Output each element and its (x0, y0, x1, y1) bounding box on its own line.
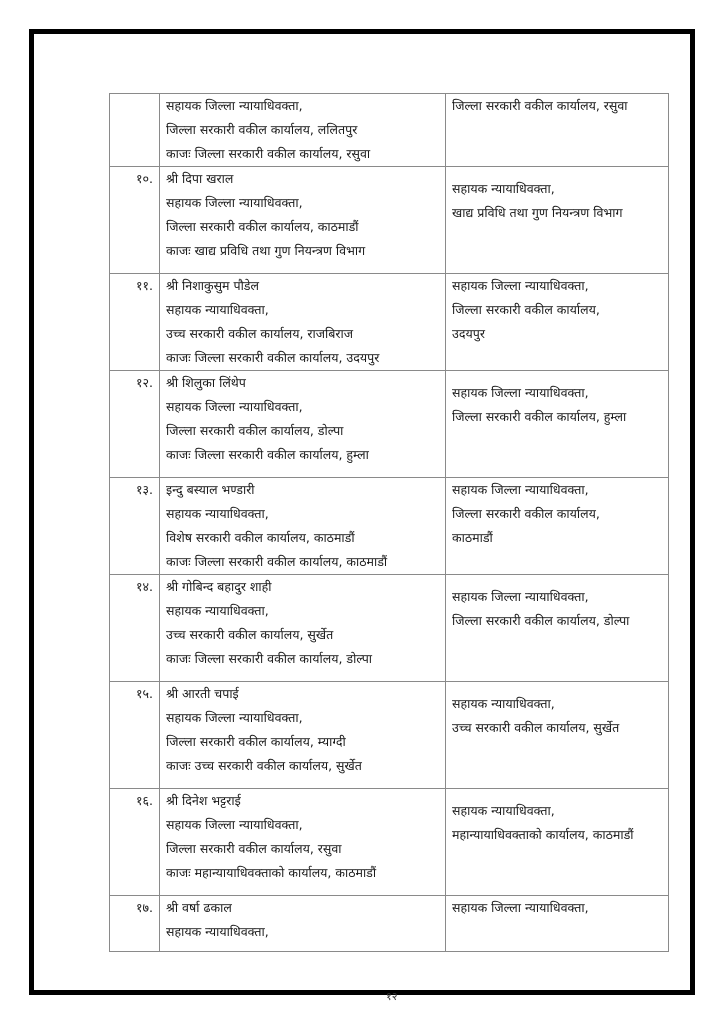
new-position-cell (446, 274, 669, 371)
cell-line: सहायक न्यायाधिवक्ता, (166, 603, 269, 618)
cell-line: खाद्य प्रविधि तथा गुण नियन्त्रण विभाग (452, 205, 623, 220)
table-row (110, 371, 669, 478)
cell-line: सहायक जिल्ला न्यायाधिवक्ता, (166, 710, 303, 725)
person-name: श्री शिलुका लिंथेप (166, 375, 246, 390)
cell-line: सहायक जिल्ला न्यायाधिवक्ता, (452, 482, 589, 497)
cell-line: सहायक न्यायाधिवक्ता, (166, 506, 269, 521)
table-row (110, 274, 669, 371)
current-position-cell (160, 94, 446, 167)
current-position-cell (160, 682, 446, 789)
cell-line: सहायक न्यायाधिवक्ता, (452, 696, 555, 711)
table-row (110, 575, 669, 682)
cell-line: जिल्ला सरकारी वकील कार्यालय, काठमाडौं (166, 219, 359, 234)
cell-line: काजः जिल्ला सरकारी वकील कार्यालय, हुम्ला (166, 447, 369, 462)
cell-line: विशेष सरकारी वकील कार्यालय, काठमाडौं (166, 530, 355, 545)
cell-line: काजः जिल्ला सरकारी वकील कार्यालय, डोल्पा (166, 651, 373, 666)
cell-line: जिल्ला सरकारी वकील कार्यालय, (452, 302, 600, 317)
cell-line: काठमाडौं (452, 530, 493, 545)
cell-line: सहायक जिल्ला न्यायाधिवक्ता, (166, 195, 303, 210)
new-position-cell (446, 896, 669, 952)
cell-line: जिल्ला सरकारी वकील कार्यालय, हुम्ला (452, 409, 627, 424)
serial-number: १३. (110, 478, 160, 575)
current-position-cell (160, 789, 446, 896)
table-row (110, 167, 669, 274)
transfer-table (109, 93, 669, 952)
current-position-cell (160, 896, 446, 952)
current-position-cell (160, 575, 446, 682)
new-position-cell (446, 682, 669, 789)
cell-line: सहायक न्यायाधिवक्ता, (166, 302, 269, 317)
current-position-cell (160, 371, 446, 478)
page-number: १२ (386, 990, 398, 1003)
cell-line: काजः जिल्ला सरकारी वकील कार्यालय, रसुवा (166, 146, 371, 161)
serial-number (110, 94, 160, 167)
current-position-cell (160, 167, 446, 274)
serial-number: १२. (110, 371, 160, 478)
serial-number: १५. (110, 682, 160, 789)
table-row (110, 94, 669, 167)
cell-line: सहायक जिल्ला न्यायाधिवक्ता, (166, 399, 303, 414)
cell-line: जिल्ला सरकारी वकील कार्यालय, रसुवा (452, 98, 628, 113)
new-position-cell (446, 575, 669, 682)
current-position-cell (160, 478, 446, 575)
person-name: श्री गोबिन्द बहादुर शाही (166, 579, 272, 594)
cell-line: काजः जिल्ला सरकारी वकील कार्यालय, उदयपुर (166, 350, 380, 365)
cell-line: उच्च सरकारी वकील कार्यालय, सुर्खेत (166, 627, 334, 642)
table-row (110, 896, 669, 952)
cell-line: सहायक न्यायाधिवक्ता, (452, 803, 555, 818)
serial-number: १७. (110, 896, 160, 952)
cell-line: काजः महान्यायाधिवक्ताको कार्यालय, काठमाडौं (166, 865, 377, 880)
new-position-cell (446, 167, 669, 274)
cell-line: सहायक जिल्ला न्यायाधिवक्ता, (452, 278, 589, 293)
cell-line: जिल्ला सरकारी वकील कार्यालय, डोल्पा (166, 423, 344, 438)
cell-line: काजः खाद्य प्रविधि तथा गुण नियन्त्रण विभाग (166, 243, 366, 258)
cell-line: जिल्ला सरकारी वकील कार्यालय, (452, 506, 600, 521)
table-row (110, 682, 669, 789)
person-name: श्री दिपा खराल (166, 171, 234, 186)
cell-line: सहायक जिल्ला न्यायाधिवक्ता, (452, 900, 589, 915)
person-name: श्री आरती चपाई (166, 686, 239, 701)
cell-line: महान्यायाधिवक्ताको कार्यालय, काठमाडौं (452, 827, 634, 842)
cell-line: जिल्ला सरकारी वकील कार्यालय, रसुवा (166, 841, 342, 856)
cell-line: सहायक न्यायाधिवक्ता, (452, 181, 555, 196)
new-position-cell (446, 789, 669, 896)
cell-line: उच्च सरकारी वकील कार्यालय, सुर्खेत (452, 720, 620, 735)
cell-line: सहायक जिल्ला न्यायाधिवक्ता, (452, 385, 589, 400)
person-name: श्री दिनेश भट्टराई (166, 793, 241, 808)
cell-line: उदयपुर (452, 326, 485, 341)
new-position-cell (446, 94, 669, 167)
serial-number: १४. (110, 575, 160, 682)
cell-line: सहायक जिल्ला न्यायाधिवक्ता, (166, 817, 303, 832)
cell-line: उच्च सरकारी वकील कार्यालय, राजबिराज (166, 326, 354, 341)
person-name: इन्दु बस्याल भण्डारी (166, 482, 255, 497)
table-row (110, 789, 669, 896)
person-name: श्री निशाकुसुम पौडेल (166, 278, 259, 293)
serial-number: ११. (110, 274, 160, 371)
cell-line: सहायक न्यायाधिवक्ता, (166, 924, 269, 939)
new-position-cell (446, 478, 669, 575)
cell-line: जिल्ला सरकारी वकील कार्यालय, ललितपुर (166, 122, 358, 137)
cell-line: सहायक जिल्ला न्यायाधिवक्ता, (452, 589, 589, 604)
cell-line: जिल्ला सरकारी वकील कार्यालय, म्याग्दी (166, 734, 346, 749)
current-position-cell (160, 274, 446, 371)
cell-line: जिल्ला सरकारी वकील कार्यालय, डोल्पा (452, 613, 630, 628)
new-position-cell (446, 371, 669, 478)
table-row (110, 478, 669, 575)
person-name: श्री वर्षा ढकाल (166, 900, 232, 915)
cell-line: काजः जिल्ला सरकारी वकील कार्यालय, काठमाडौं (166, 554, 388, 569)
cell-line: सहायक जिल्ला न्यायाधिवक्ता, (166, 98, 303, 113)
serial-number: १६. (110, 789, 160, 896)
cell-line: काजः उच्च सरकारी वकील कार्यालय, सुर्खेत (166, 758, 362, 773)
serial-number: १०. (110, 167, 160, 274)
